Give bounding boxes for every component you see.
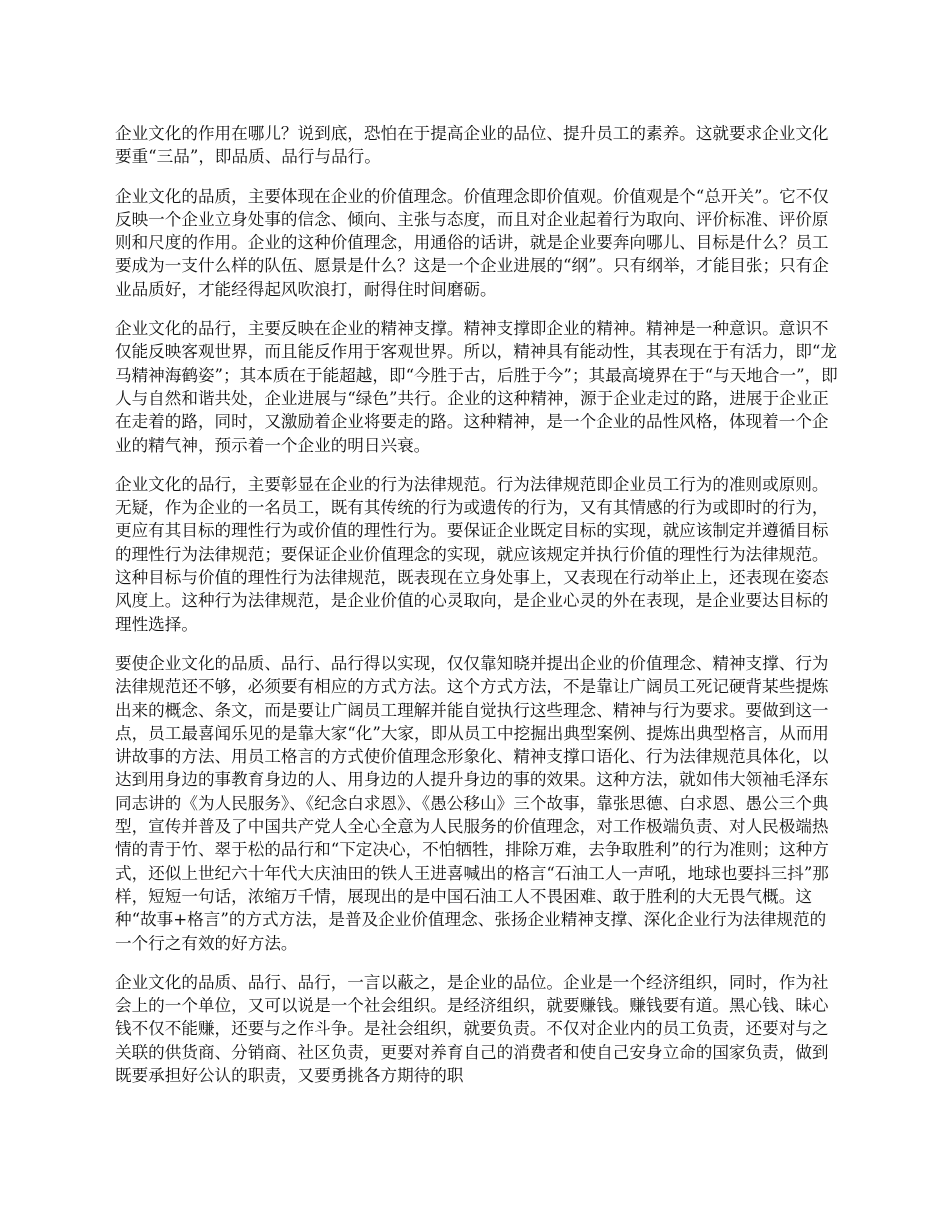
paragraph-4: 企业文化的品行，主要彰显在企业的行为法律规范。行为法律规范即企业员工行为的准则或原则。无疑，作为企业的一名员工，既有其传统的行为或遗传的行为，又有其情感的行为或即时的行为，更应有其目标的理性行为或价值的理性行为。要保证企业既定目标的实现，就应该制定并遵循目标的理性行为法律规范；要保证企业价值理念的实现，就应该规定并执行价值的理性行为法律规范。这种目标与价值的理性行为法律规范，既表现在立身处事上，又表现在行动举止上，还表现在姿态风度上。这种行为法律规范，是企业价值的心灵取向，是企业心灵的外在表现，是企业要达目标的理性选择。 xyxy=(115,474,829,634)
paragraph-3: 企业文化的品行，主要反映在企业的精神支撑。精神支撑即企业的精神。精神是一种意识。意识不仅能反映客观世界，而且能反作用于客观世界。所以，精神具有能动性，其表现在于有活力，即“龙马精神海鹤姿”；其本质在于能超越，即“今胜于古，后胜于今”；其最高境界在于“与天地合一”，即人与自然和谐共处，企业进展与“绿色”共行。企业的这种精神，源于企业走过的路，进展于企业正在走着的路，同时，又激励着企业将要走的路。这种精神，是一个企业的品性风格，体现着一个企业的精气神，预示着一个企业的明日兴衰。 xyxy=(115,319,838,455)
paragraph-6: 企业文化的品质、品行、品行，一言以蔽之，是企业的品位。企业是一个经济组织，同时，作为社会上的一个单位，又可以说是一个社会组织。是经济组织，就要赚钱。赚钱要有道。黑心钱、昧心钱不仅不能赚，还要与之作斗争。是社会组织，就要负责。不仅对企业内的员工负责，还要对与之关联的供货商、分销商、社区负责，更要对养育自己的消费者和使自己安身立命的国家负责，做到既要承担好公认的职责，又要勇挑各方期待的职 xyxy=(115,972,829,1085)
paragraph-1: 企业文化的作用在哪儿？说到底，恐怕在于提高企业的品位、提升员工的素养。这就要求企业文化要重“三品”，即品质、品行与品行。 xyxy=(115,124,829,167)
paragraph-2: 企业文化的品质，主要体现在企业的价值理念。价值理念即价值观。价值观是个“总开关”。它不仅反映一个企业立身处事的信念、倾向、主张与态度，而且对企业起着行为取向、评价标准、评价原则和尺度的作用。企业的这种价值理念，用通俗的话讲，就是企业要奔向哪儿、目标是什么？员工要成为一支什么样的队伍、愿景是什么？这是一个企业进展的“纲”。只有纲举，才能目张；只有企业品质好，才能经得起风吹浪打，耐得住时间磨砺。 xyxy=(115,186,829,299)
paragraph-5: 要使企业文化的品质、品行、品行得以实现，仅仅靠知晓并提出企业的价值理念、精神支撑、行为法律规范还不够，必须要有相应的方式方法。这个方式方法，不是靠让广阔员工死记硬背某些提炼出来的概念、条文，而是要让广阔员工理解并能自觉执行这些理念、精神与行为要求。要做到这一点，员工最喜闻乐见的是靠大家“化”大家，即从员工中挖掘出典型案例、提炼出典型格言，从而用讲故事的方法、用员工格言的方式使价值理念形象化、精神支撑口语化、行为法律规范具体化，以达到用身边的事教育身边的人、用身边的人提升身边的事的效果。这种方法，就如伟大领袖毛泽东同志讲的《为人民服务》、《纪念白求恩》、《愚公移山》三个故事，靠张思德、白求恩、愚公三个典型，宣传并普及了中国共产党人全心全意为人民服务的价值理念，对工作极端负责、对人民极端热情的青于竹、翠于松的品行和“下定决心，不怕牺牲，排除万难，去争取胜利”的行为准则；这种方式，还似上世纪六十年代大庆油田的铁人王进喜喊出的格言“石油工人一声吼，地球也要抖三抖”那样，短短一句话，浓缩万千情，展现出的是中国石油工人不畏困难、敢于胜利的大无畏气概。这种“故事+格言”的方式方法，是普及企业价值理念、张扬企业精神支撑、深化企业行为法律规范的一个行之有效的好方法。 xyxy=(115,653,829,953)
document-body xyxy=(115,122,839,1103)
